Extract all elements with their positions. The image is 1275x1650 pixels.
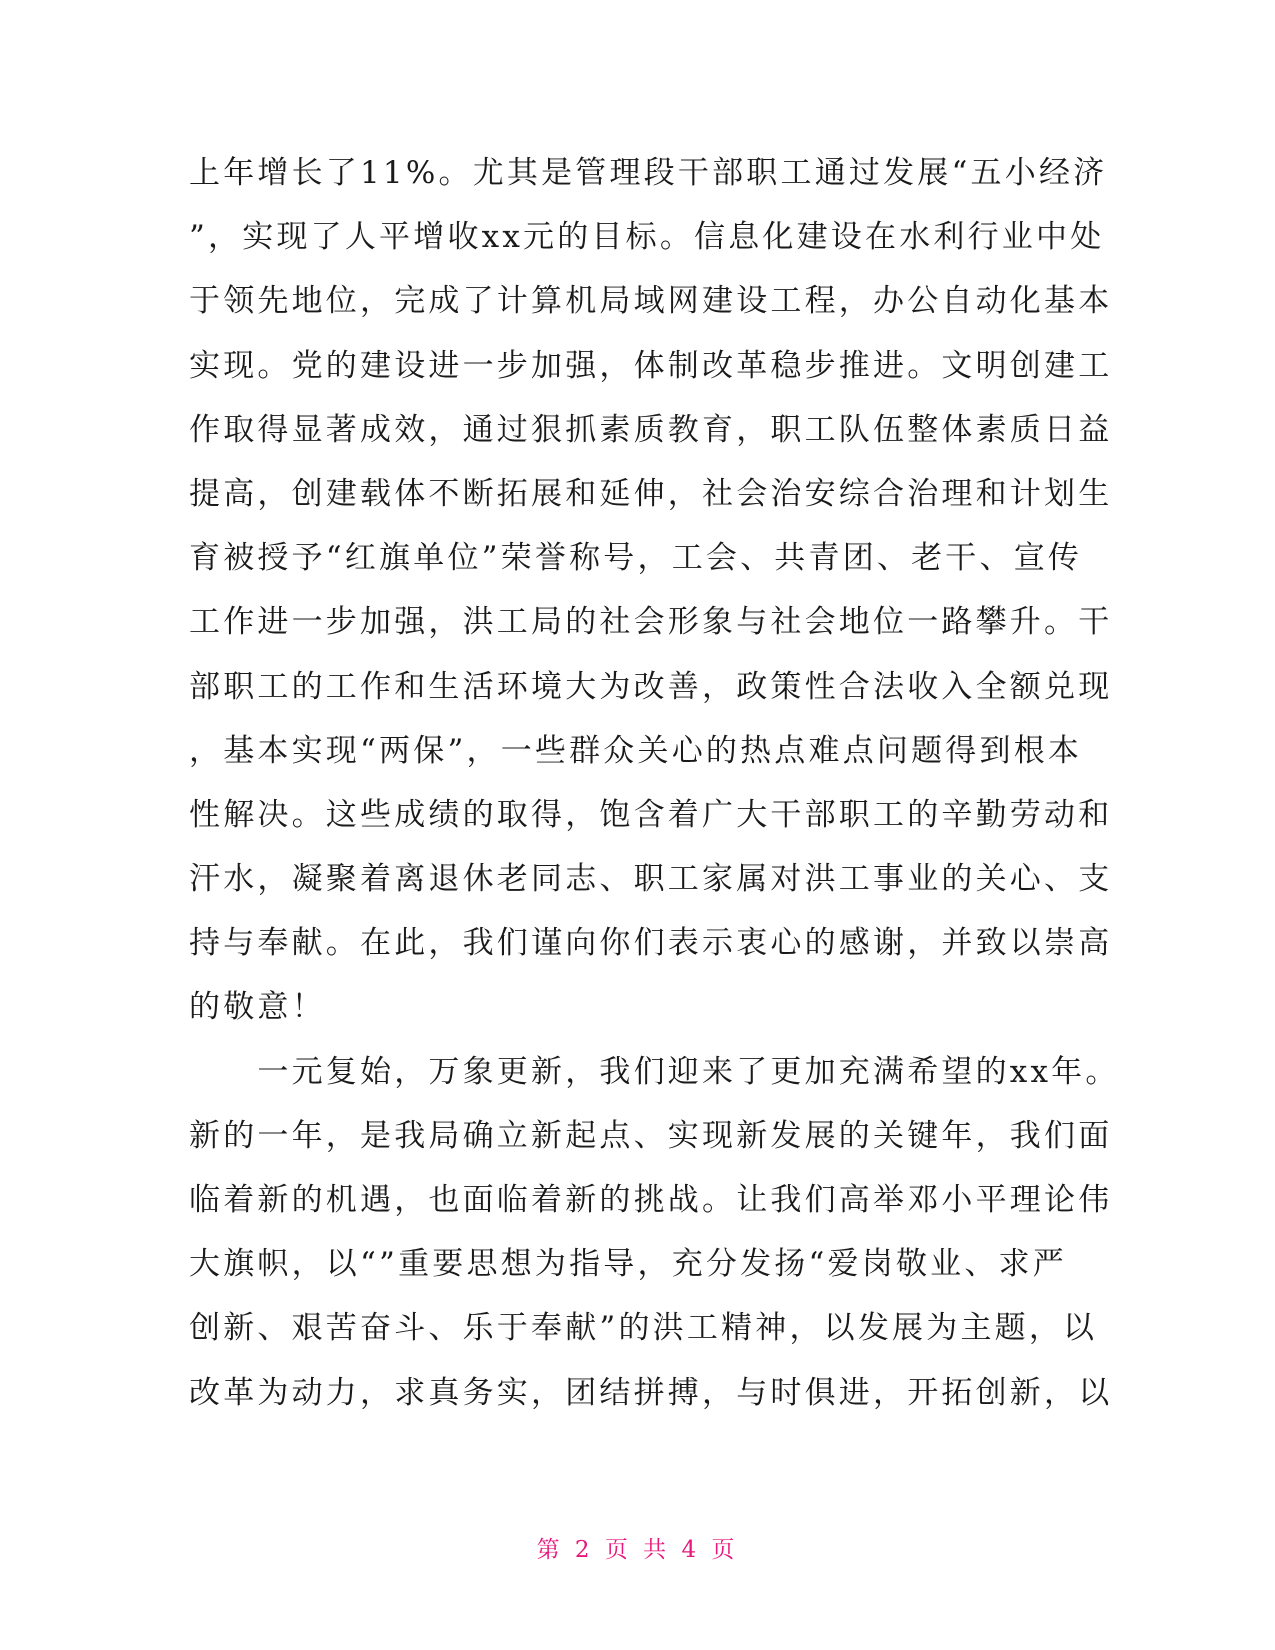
text-line-6: 提高，创建载体不断拓展和延伸，社会治安综合治理和计划生	[189, 475, 1113, 512]
body-text	[189, 141, 1120, 1425]
text-line-15: 一元复始，万象更新，我们迎来了更加充满希望的xx年。	[189, 1053, 1120, 1090]
text-line-12: 汗水，凝聚着离退休老同志、职工家属对洪工事业的关心、支	[189, 861, 1113, 898]
text-line-14: 的敬意！	[189, 989, 326, 1026]
text-line-19: 创新、艰苦奋斗、乐于奉献”的洪工精神，以发展为主题，以	[189, 1310, 1098, 1347]
text-line-17: 临着新的机遇，也面临着新的挑战。让我们高举邓小平理论伟	[189, 1182, 1113, 1218]
text-line-4: 实现。党的建设进一步加强，体制改革稳步推进。文明创建工	[189, 347, 1113, 384]
text-line-11: 性解决。这些成绩的取得，饱含着广大干部职工的辛勤劳动和	[189, 796, 1113, 833]
text-line-2: ”，实现了人平增收xx元的目标。信息化建设在水利行业中处	[189, 219, 1105, 256]
text-line-16: 新的一年，是我局确立新起点、实现新发展的关键年，我们面	[189, 1117, 1113, 1154]
text-line-20: 改革为动力，求真务实，团结拼搏，与时俱进，开拓创新，以	[189, 1374, 1113, 1411]
text-line-13: 持与奉献。在此，我们谨向你们表示衷心的感谢，并致以崇高	[189, 925, 1113, 962]
text-line-1: 上年增长了11%。尤其是管理段干部职工通过发展“五小经济	[189, 155, 1108, 191]
text-line-8: 工作进一步加强，洪工局的社会形象与社会地位一路攀升。干	[189, 604, 1113, 641]
text-line-10: ，基本实现“两保”，一些群众关心的热点难点问题得到根本	[189, 732, 1083, 769]
text-line-18: 大旗帜，以“”重要思想为指导，充分发扬“爱岗敬业、求严	[189, 1246, 1067, 1283]
text-line-9: 部职工的工作和生活环境大为改善，政策性合法收入全额兑现	[189, 668, 1113, 705]
page-number-footer: 第 2 页 共 4 页	[536, 1537, 739, 1563]
text-line-5: 作取得显著成效，通过狠抓素质教育，职工队伍整体素质日益	[189, 411, 1113, 448]
text-line-7: 育被授予“红旗单位”荣誉称号，工会、共青团、老干、宣传	[189, 540, 1083, 577]
text-line-3: 于领先地位，完成了计算机局域网建设工程，办公自动化基本	[189, 283, 1113, 320]
